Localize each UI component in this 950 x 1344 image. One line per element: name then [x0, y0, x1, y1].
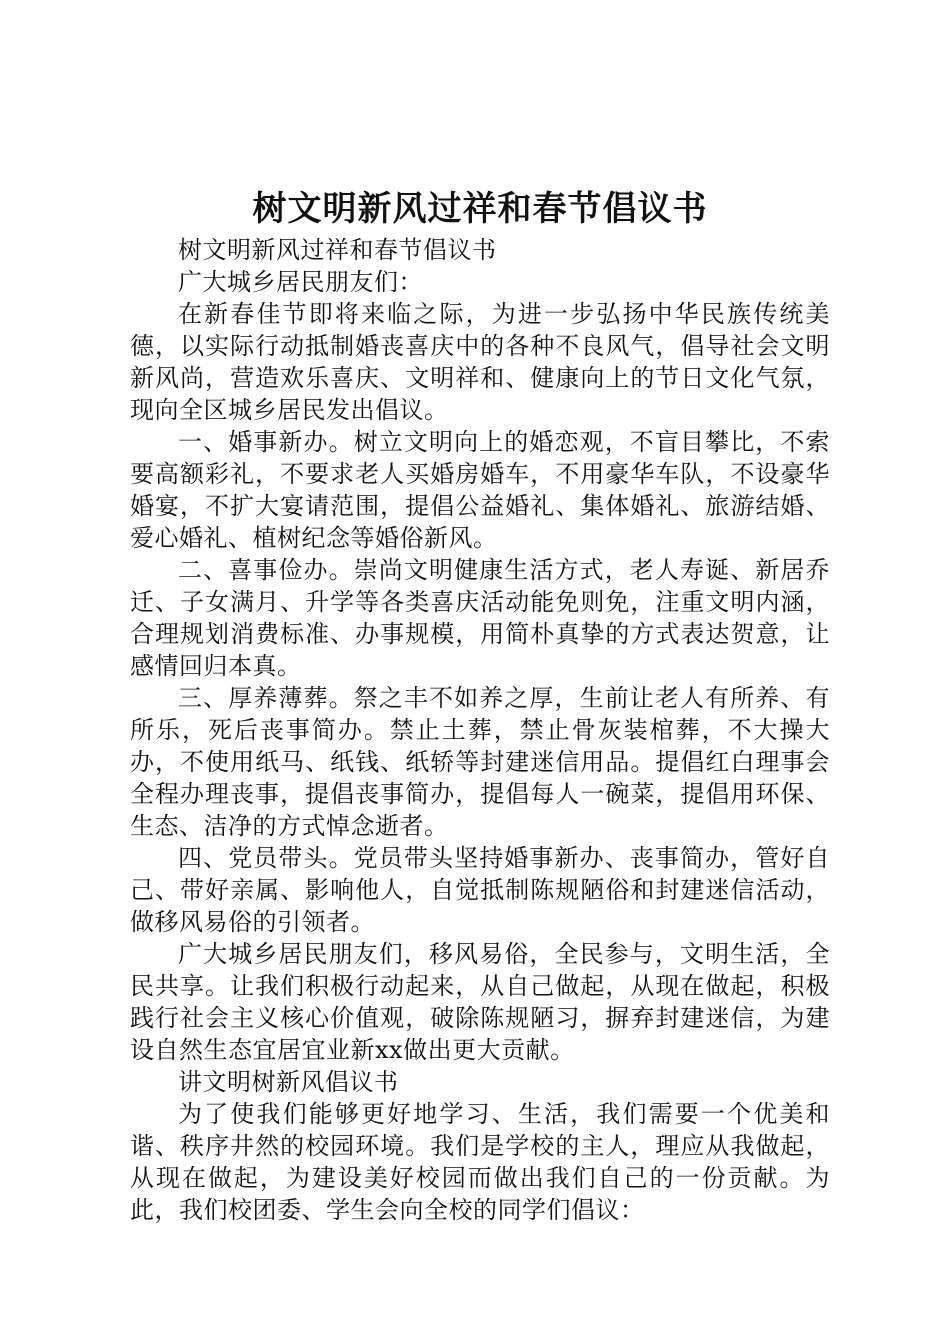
paragraph-item-2: 二、喜事俭办。崇尚文明健康生活方式，老人寿诞、新居乔迁、子女满月、升学等各类喜庆活动能免则免，注重文明内涵，合理规划消费标准、办事规模，用简朴真挚的方式表达贺意，让感情回归本真。	[130, 556, 830, 680]
paragraph-item-1: 一、婚事新办。树立文明向上的婚恋观，不盲目攀比，不索要高额彩礼，不要求老人买婚房婚车，不用豪华车队，不设豪华婚宴，不扩大宴请范围，提倡公益婚礼、集体婚礼、旅游结婚、爱心婚礼、植树纪念等婚俗新风。	[130, 428, 830, 552]
paragraph-subtitle: 树文明新风过祥和春节倡议书	[178, 236, 497, 264]
paragraph-second-title: 讲文明树新风倡议书	[178, 1068, 399, 1096]
document-title: 树文明新风过祥和春节倡议书	[252, 189, 708, 229]
paragraph-item-3: 三、厚养薄葬。祭之丰不如养之厚，生前让老人有所养、有所乐，死后丧事简办。禁止土葬，禁止骨灰装棺葬，不大操大办，不使用纸马、纸钱、纸轿等封建迷信用品。提倡红白理事会全程办理丧事，提倡丧事简办，提倡每人一碗菜，提倡用环保、生态、洁净的方式悼念逝者。	[130, 684, 830, 840]
paragraph-second-intro: 为了使我们能够更好地学习、生活，我们需要一个优美和谐、秩序井然的校园环境。我们是学校的主人，理应从我做起，从现在做起，为建设美好校园而做出我们自己的一份贡献。为此，我们校团委、学生会向全校的同学们倡议：	[130, 1100, 830, 1224]
paragraph-salutation: 广大城乡居民朋友们：	[178, 268, 423, 296]
paragraph-closing: 广大城乡居民朋友们，移风易俗，全民参与，文明生活，全民共享。让我们积极行动起来，从自己做起，从现在做起，积极践行社会主义核心价值观，破除陈规陋习，摒弃封建迷信，为建设自然生态宜居宜业新xx做出更大贡献。	[130, 940, 830, 1064]
paragraph-item-4: 四、党员带头。党员带头坚持婚事新办、丧事简办，管好自己、带好亲属、影响他人，自觉抵制陈规陋俗和封建迷信活动，做移风易俗的引领者。	[130, 844, 830, 936]
paragraph-intro: 在新春佳节即将来临之际，为进一步弘扬中华民族传统美德，以实际行动抵制婚丧喜庆中的各种不良风气，倡导社会文明新风尚，营造欢乐喜庆、文明祥和、健康向上的节日文化气氛，现向全区城乡居民发出倡议。	[130, 300, 830, 424]
document-page	[130, 186, 830, 1226]
